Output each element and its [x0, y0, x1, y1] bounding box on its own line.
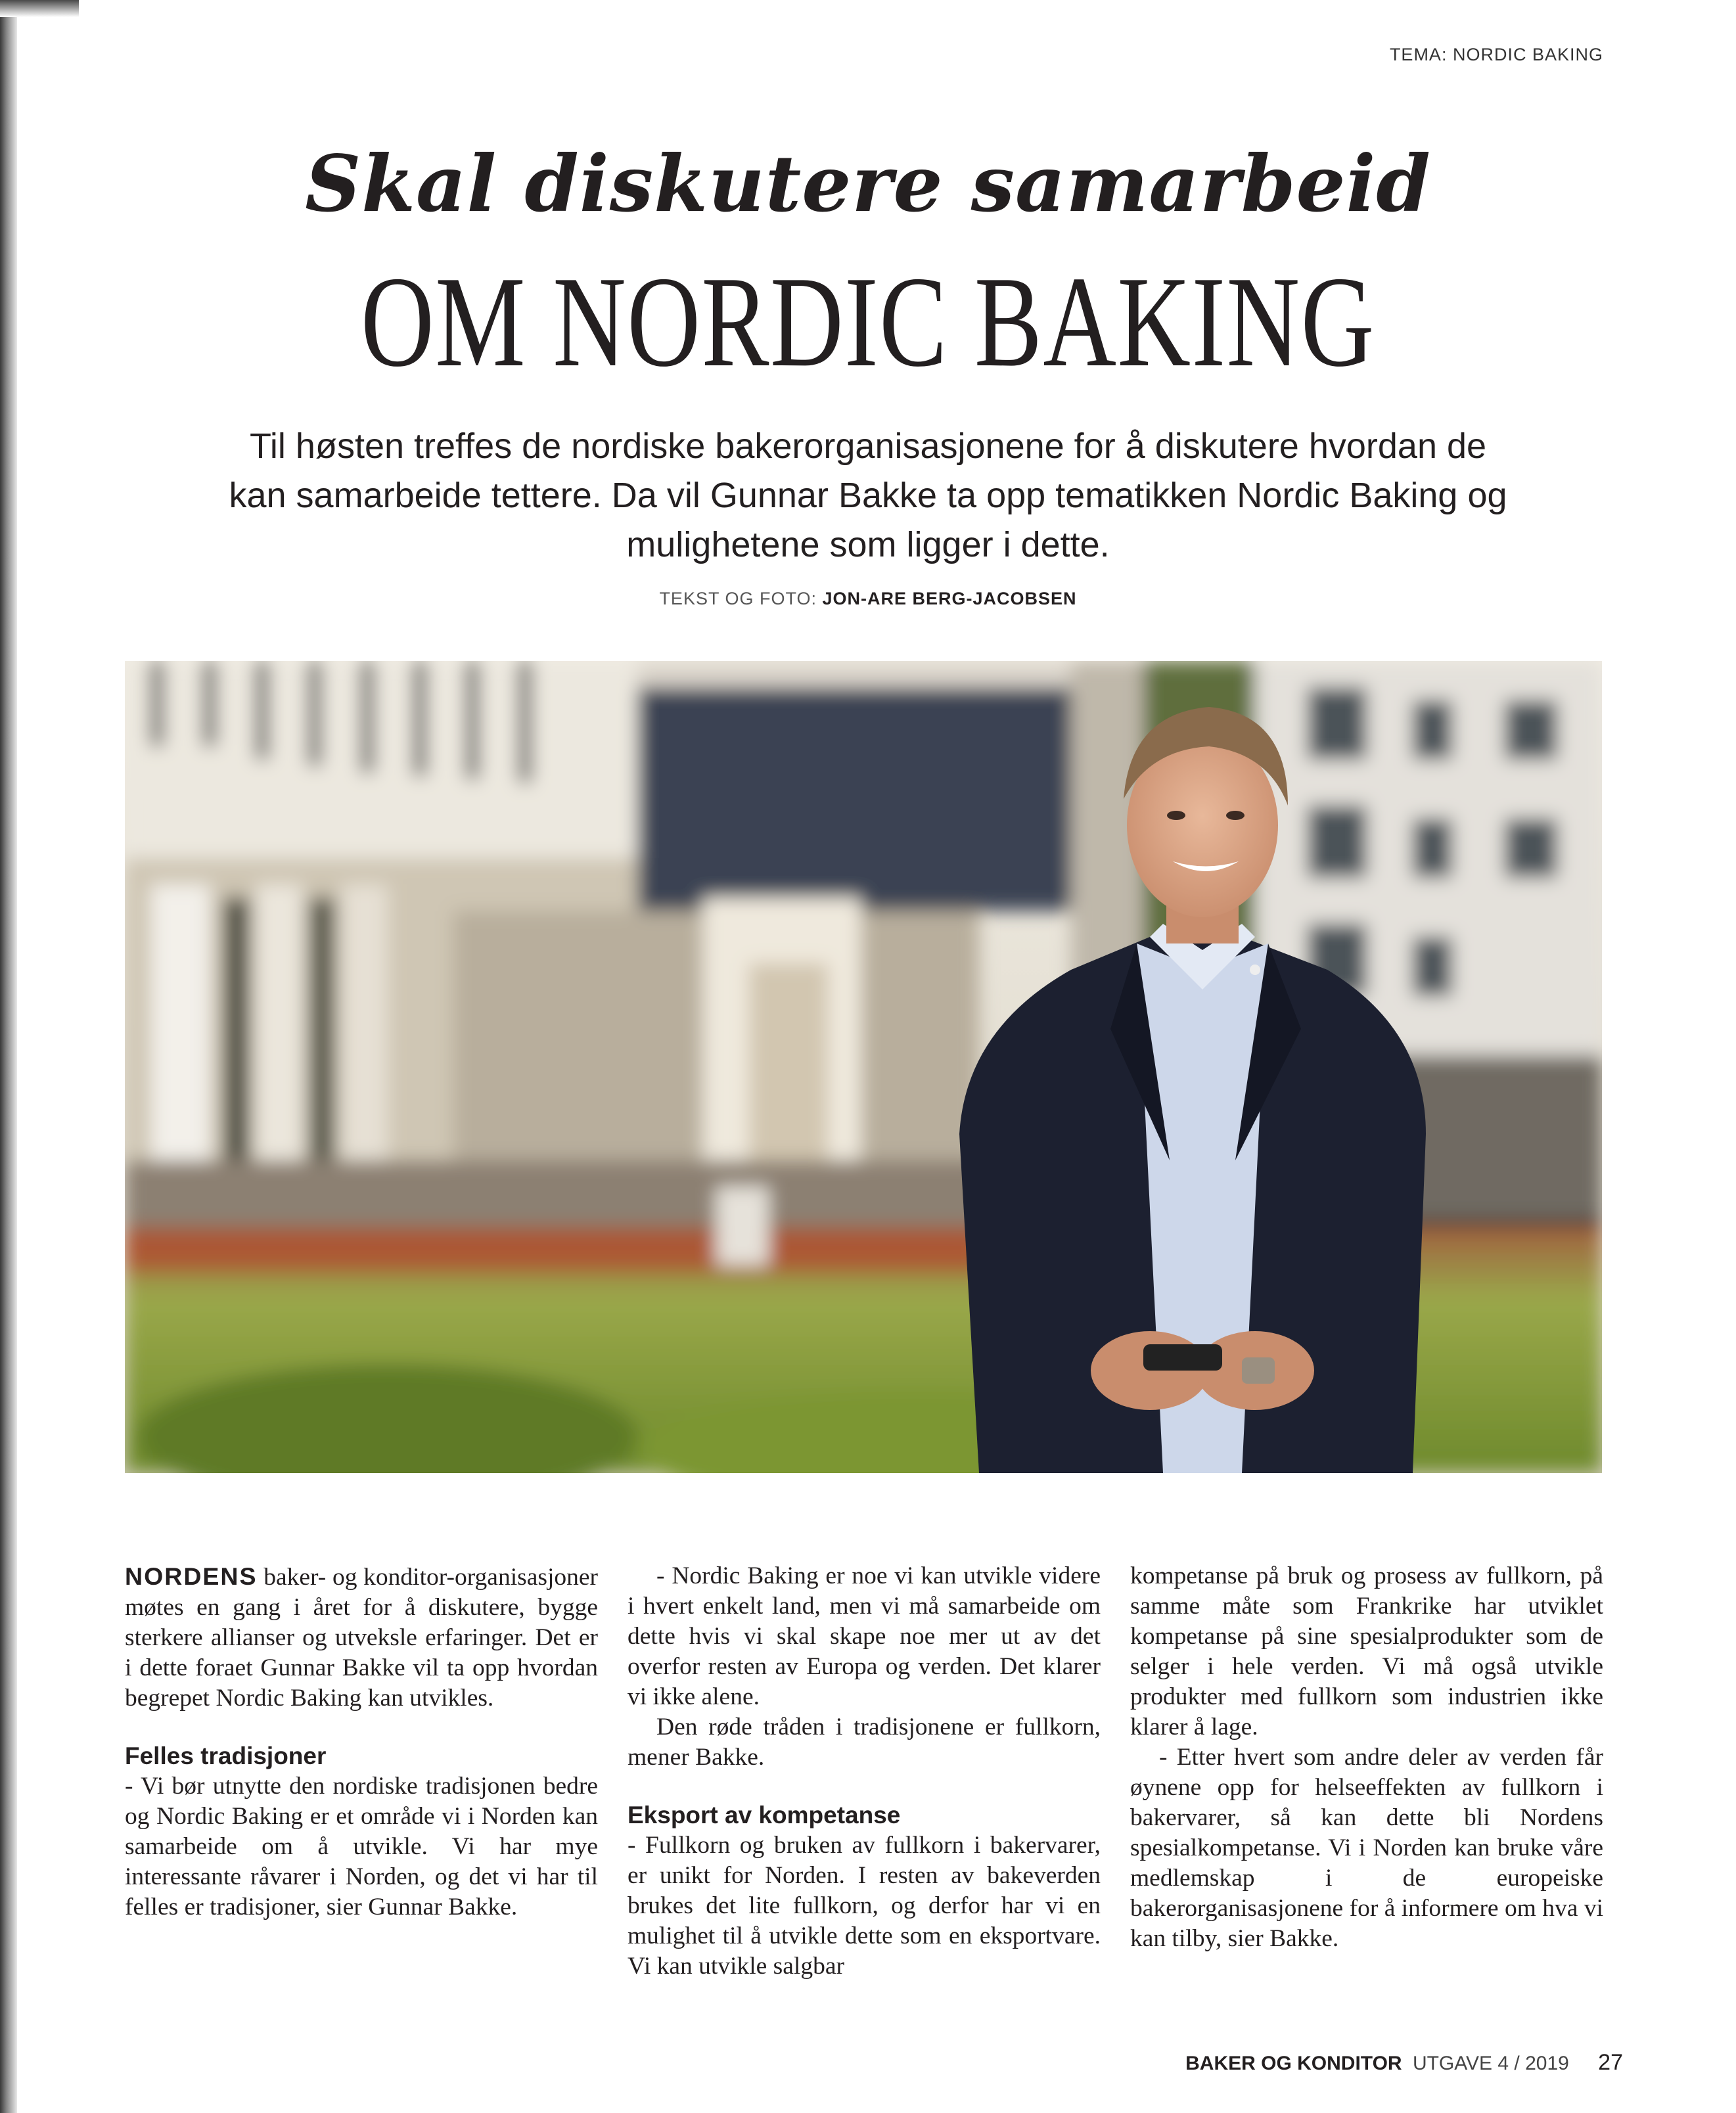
article-column-2: [628, 1561, 1101, 1982]
theme-header: [1390, 45, 1603, 65]
byline: [0, 589, 1736, 609]
article-photo: [125, 661, 1602, 1473]
lead-paragraph: Til høsten treffes de nordiske bakerorganisasjonene for å diskutere hvordan de kan samarbeide tettere. Da vil Gunnar Bakke ta opp tematikken Nordic Baking og mulighetene som ligger i dette.: [229, 426, 1507, 564]
portrait-photo-illustration: [125, 661, 1602, 1473]
paragraph: Den røde tråden i tradisjonene er fullkorn, mener Bakke.: [628, 1714, 1101, 1771]
title-main-line: OM NORDIC BAKING: [361, 250, 1375, 394]
article-column-3: [1130, 1561, 1603, 1954]
subheading-eksport-av-kompetanse: Eksport av kompetanse: [628, 1802, 901, 1829]
title-script-line: Skal diskutere samarbeid: [305, 138, 1431, 229]
paragraph: - Etter hvert som andre deler av verden får øynene opp for helseeffekten av fullkorn i bakervarer, så kan dette bli Nordens spesialkompetanse. Vi i Norden kan bruke våre medlemskap i de europeiske bakerorganisasjonene for å informere om hva vi kan tilby, sier Bakke.: [1130, 1744, 1603, 1952]
intro-paragraph: [125, 1561, 598, 1714]
byline-label: TEKST OG FOTO:: [659, 589, 817, 608]
page-corner-shadow: [0, 0, 79, 17]
paragraph: - Nordic Baking er noe vi kan utvikle videre i hvert enkelt land, men vi må samarbeide om dette hvis vi skal skape noe mer ut av det overfor resten av Europa og verden. Det klarer vi ikke alene.: [628, 1562, 1101, 1710]
page-gutter-shadow: [0, 0, 17, 2113]
intro-text: baker- og konditor-organisasjoner møtes en gang i året for å diskutere, bygge sterkere allianser og utveksle erfaringer. Det er i dette foraet Gunnar Bakke vil ta opp hvordan begrepet Nordic Baking kan utvikles.: [125, 1564, 598, 1712]
theme-value: NORDIC BAKING: [1452, 45, 1603, 64]
paragraph: - Fullkorn og bruken av fullkorn i bakervarer, er unikt for Norden. I resten av bakeverden brukes det lite fullkorn, og derfor har vi en mulighet til å utvikle dette som en eksportvare. Vi kan utvikle salgbar: [628, 1832, 1101, 1980]
article-column-1: [125, 1561, 598, 1922]
intro-lead-word: NORDENS: [125, 1562, 258, 1590]
paragraph: - Vi bør utnytte den nordiske tradisjonen bedre og Nordic Baking er et område vi i Norden kan samarbeide om å utvikle. Vi har mye interessante råvarer i Norden, og det vi har til felles er tradisjoner, sier Gunnar Bakke.: [125, 1773, 598, 1920]
theme-label: TEMA:: [1389, 45, 1448, 64]
page-number: 27: [1598, 2050, 1623, 2075]
magazine-name: BAKER OG KONDITOR: [1185, 2053, 1402, 2074]
byline-author: JON-ARE BERG-JACOBSEN: [822, 589, 1077, 608]
subheading-felles-tradisjoner: Felles tradisjoner: [125, 1742, 327, 1769]
page-footer: [1185, 2050, 1623, 2076]
issue-label: UTGAVE 4 / 2019: [1412, 2053, 1569, 2074]
paragraph: kompetanse på bruk og prosess av fullkorn, på samme måte som Frankrike har utviklet kompetanse på sine spesialprodukter som de selger i hele verden. Vi må også utvikle produkter med fullkorn som industrien ikke klarer å lage.: [1130, 1562, 1603, 1740]
